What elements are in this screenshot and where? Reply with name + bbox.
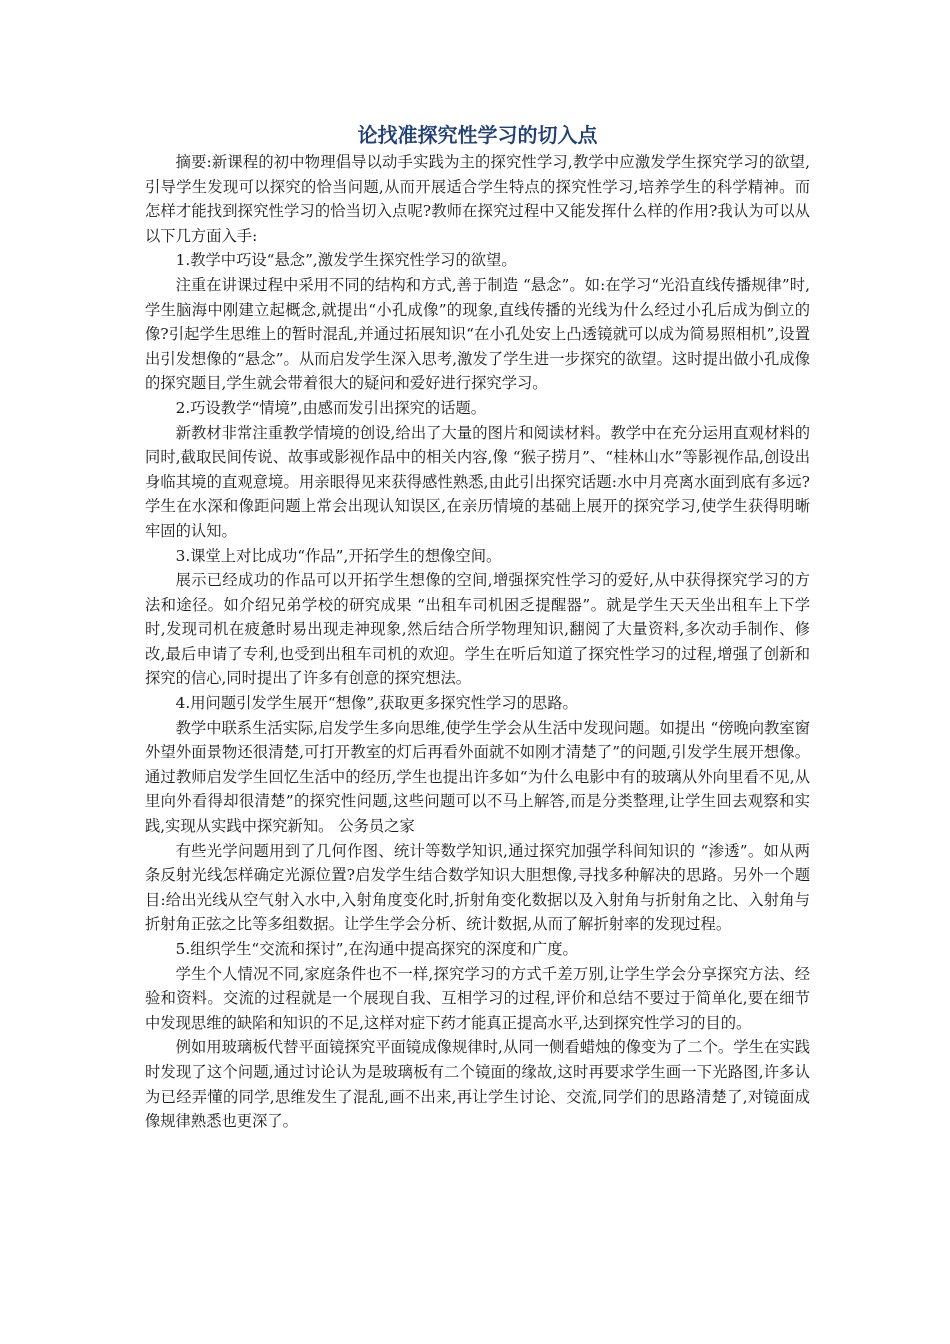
document-title: 论找准探究性学习的切入点 (357, 123, 598, 147)
section-2-paragraph: 新教材非常注重教学情境的创设,给出了大量的图片和阅读材料。教学中在充分运用直观材料的同时,截取民间传说、故事或影视作品中的相关内容,像 “猴子捞月”、“桂林山水”等影视作品,创设出身临其境的直观意境。用亲眼得见来获得感性熟悉,由此引出探究话题:水中月亮离水面到底有多远?学生在水深和像距问题上常会出现认知误区,在亲历情境的基础上展开的探究学习,使学生获得明晰牢固的认知。 (145, 423, 810, 540)
section-4-paragraph-2: 有些光学问题用到了几何作图、统计等数学知识,通过探究加强学科间知识的 “渗透”。如从两条反射光线怎样确定光源位置?启发学生结合数学知识大胆想像,寻找多种解决的思路。另外一个题目:给出光线从空气射入水中,入射角度变化时,折射角变化数据以及入射角与折射角之比、入射角与折射角正弦之比等多组数据。让学生学会分析、统计数据,从而了解折射率的发现过程。 (145, 841, 810, 934)
document-page (145, 120, 810, 1134)
section-heading-2: 2.巧设教学“情境”,由感而发引出探究的话题。 (175, 398, 487, 417)
section-heading-4: 4.用问题引发学生展开“想像”,获取更多探究性学习的思路。 (175, 694, 578, 713)
section-heading-1: 1.教学中巧设“悬念”,激发学生探究性学习的欲望。 (175, 251, 517, 270)
section-1-paragraph: 注重在讲课过程中采用不同的结构和方式,善于制造 “悬念”。如:在学习“光沿直线传播规律”时,学生脑海中刚建立起概念,就提出“小孔成像”的现象,直线传播的光线为什么经过小孔后成为倒立的像?引起学生思维上的暂时混乱,并通过拓展知识“在小孔处安上凸透镜就可以成为简易照相机”,设置出引发想像的“悬念”。从而启发学生深入思考,激发了学生进一步探究的欲望。这时提出做小孔成像的探究题目,学生就会带着很大的疑问和爱好进行探究学习。 (145, 275, 810, 393)
abstract-paragraph: 摘要:新课程的初中物理倡导以动手实践为主的探究性学习,教学中应激发学生探究学习的欲望,引导学生发现可以探究的恰当问题,从而开展适合学生特点的探究性学习,培养学生的科学精神。而怎样才能找到探究性学习的恰当切入点呢?教师在探究过程中又能发挥什么样的作用?我认为可以从以下几方面入手: (145, 153, 810, 245)
section-5-paragraph-2: 例如用玻璃板代替平面镜探究平面镜成像规律时,从同一侧看蜡烛的像变为了二个。学生在实践时发现了这个问题,通过讨论认为是玻璃板有二个镜面的缘故,这时再要求学生画一下光路图,许多认为已经弄懂的同学,思维发生了混乱,画不出来,再让学生讨论、交流,同学们的思路清楚了,对镜面成像规律熟悉也更深了。 (145, 1038, 810, 1131)
section-heading-3: 3.课堂上对比成功“作品”,开拓学生的想像空间。 (175, 546, 502, 565)
section-3-paragraph: 展示已经成功的作品可以开拓学生想像的空间,增强探究性学习的爱好,从中获得探究学习的方法和途径。如介绍兄弟学校的研究成果 “出租车司机困乏提醒器”。就是学生天天坐出租车上下学时,发现司机在疲惫时易出现走神现象,然后结合所学物理知识,翻阅了大量资料,多次动手制作、修改,最后申请了专利,也受到出租车司机的欢迎。学生在听后知道了探究性学习的过程,增强了创新和探究的信心,同时提出了许多有创意的探究想法。 (145, 571, 810, 688)
section-heading-5: 5.组织学生“交流和探讨”,在沟通中提高探究的深度和广度。 (175, 940, 578, 958)
section-4-paragraph-1: 教学中联系生活实际,启发学生多向思维,使学生学会从生活中发现问题。如提出 “傍晚向教室窗外望外面景物还很清楚,可打开教室的灯后再看外面就不如刚才清楚了”的问题,引发学生展开想像。通过教师启发学生回忆生活中的经历,学生也提出许多如“为什么电影中有的玻璃从外向里看不见,从里向外看得却很清楚”的探究性问题,这些问题可以不马上解答,而是分类整理,让学生回去观察和实践,实现从实践中探究新知。 公务员之家 (145, 718, 810, 836)
section-5-paragraph-1: 学生个人情况不同,家庭条件也不一样,探究学习的方式千差万别,让学生学会分享探究方法、经验和资料。交流的过程就是一个展现自我、互相学习的过程,评价和总结不要过于简单化,要在细节中发现思维的缺陷和知识的不足,这样对症下药才能真正提高水平,达到探究性学习的目的。 (145, 964, 810, 1032)
